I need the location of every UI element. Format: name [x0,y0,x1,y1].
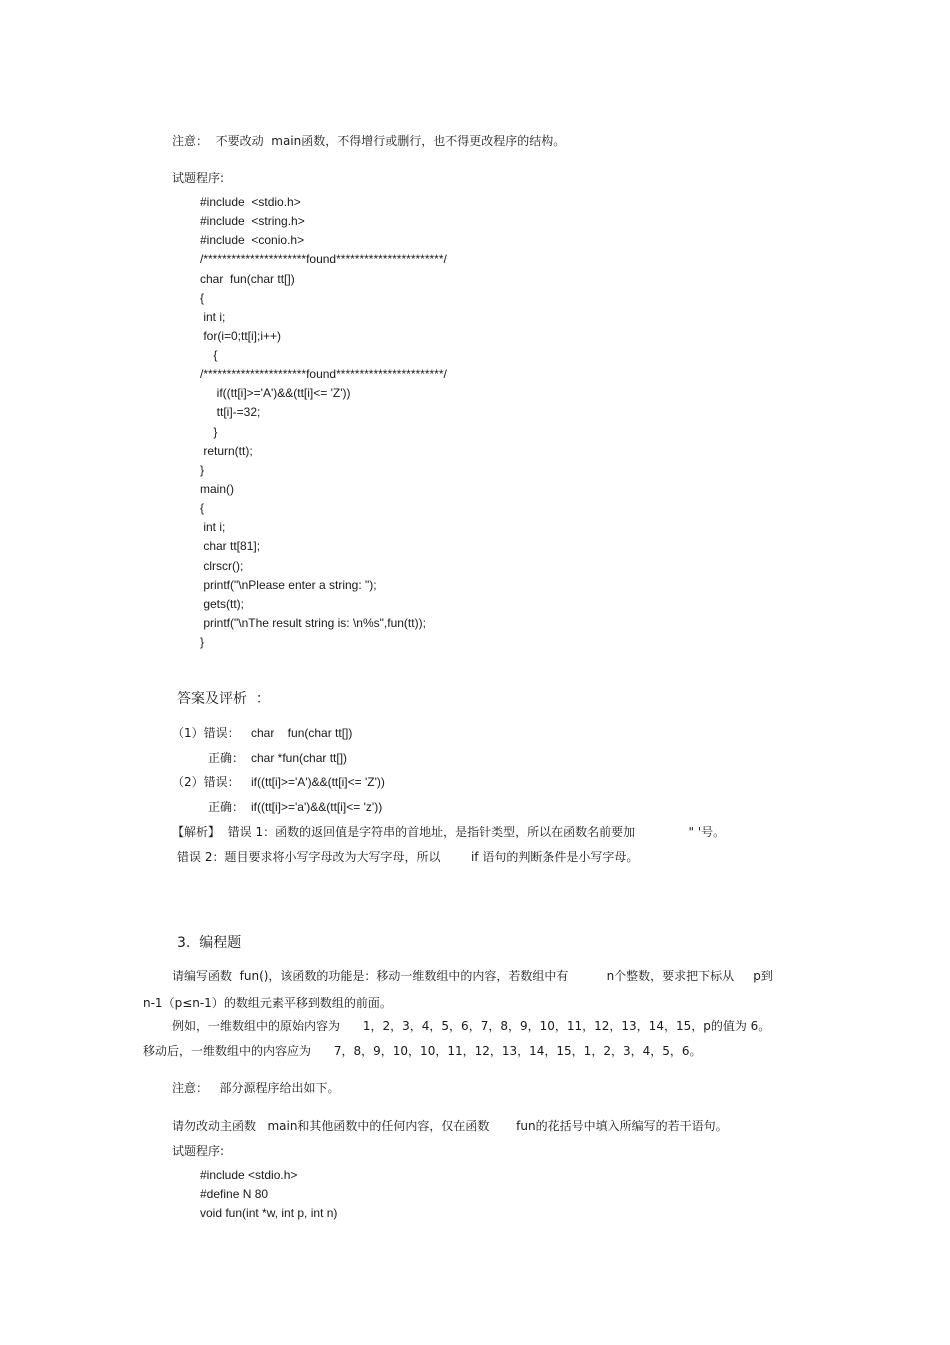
code-line: int i; [200,520,226,534]
code-line: char tt[81]; [200,539,261,553]
code-line: /**********************found***********************/ [200,367,447,381]
section-title: 3. 编程题 [177,935,242,951]
code-line: int i; [200,310,226,324]
problem-line: 移动后，一维数组中的内容应为 7，8，9，10，10，11，12，13，14，15，1，2，3，4，5，6。 [143,1044,702,1058]
analysis-line-2: 错误 2：题目要求将小写字母改为大写字母，所以 if 语句的判断条件是小写字母。 [177,850,639,864]
answer-code: char fun(char tt[]) [251,726,353,740]
answer-label: （2）错误： [172,775,240,789]
answer-label: 正确： [208,800,245,814]
code-line: if((tt[i]>='A')&&(tt[i]<= 'Z')) [200,386,351,400]
code-line: printf("\nThe result string is: \n%s",fun(tt)); [200,616,426,630]
code-line: { [200,291,205,305]
answer-code: if((tt[i]>='a')&&(tt[i]<= 'z')) [251,800,383,814]
code-line: return(tt); [200,444,253,458]
code-line: printf("\nPlease enter a string: "); [200,578,377,592]
code-line: } [200,425,218,439]
code-line: gets(tt); [200,597,245,611]
answer-label: （1）错误： [172,726,240,740]
answer-label: 正确： [208,751,245,765]
answer-code: if((tt[i]>='A')&&(tt[i]<= 'Z')) [251,775,385,789]
code-line: void fun(int *w, int p, int n) [200,1206,338,1220]
code-line: #include <stdio.h> [200,195,301,209]
program-label: 试题程序: [172,171,225,185]
program-label: 试题程序: [172,1144,225,1158]
code-line: #include <stdio.h> [200,1168,298,1182]
code-line: } [200,463,205,477]
code-line: for(i=0;tt[i];i++) [200,329,282,343]
code-line: } [200,635,205,649]
problem-line: 请编写函数 fun()，该函数的功能是：移动一维数组中的内容，若数组中有 n个整数，要求把下标从 p到 [172,969,773,983]
analysis-line-1: 【解析】 错误 1：函数的返回值是字符串的首地址，是指针类型，所以在函数名前要加 " '号。 [172,825,726,839]
code-line: { [200,348,218,362]
problem-line: n-1（p≤n-1）的数组元素平移到数组的前面。 [143,996,392,1010]
code-line: #include <conio.h> [200,233,305,247]
answer-code: char *fun(char tt[]) [251,751,348,765]
note-no-modify: 注意： 不要改动 main函数，不得增行或删行，也不得更改程序的结构。 [172,134,566,148]
instruction-text: 请勿改动主函数 main和其他函数中的任何内容，仅在函数 fun的花括号中填入所编写的若干语句。 [172,1119,728,1133]
code-line: /**********************found***********************/ [200,252,447,266]
code-line: char fun(char tt[]) [200,272,295,286]
code-line: main() [200,482,235,496]
note-source: 注意： 部分源程序给出如下。 [172,1081,340,1095]
code-line: { [200,501,205,515]
code-line: tt[i]-=32; [200,405,261,419]
problem-line: 例如，一维数组中的原始内容为 1，2，3，4，5，6，7，8，9，10，11，12，13，14，15，p的值为 6。 [172,1019,771,1033]
answer-heading: 答案及评析 ： [177,691,270,707]
code-line: clrscr(); [200,559,244,573]
code-line: #include <string.h> [200,214,305,228]
code-line: #define N 80 [200,1187,269,1201]
